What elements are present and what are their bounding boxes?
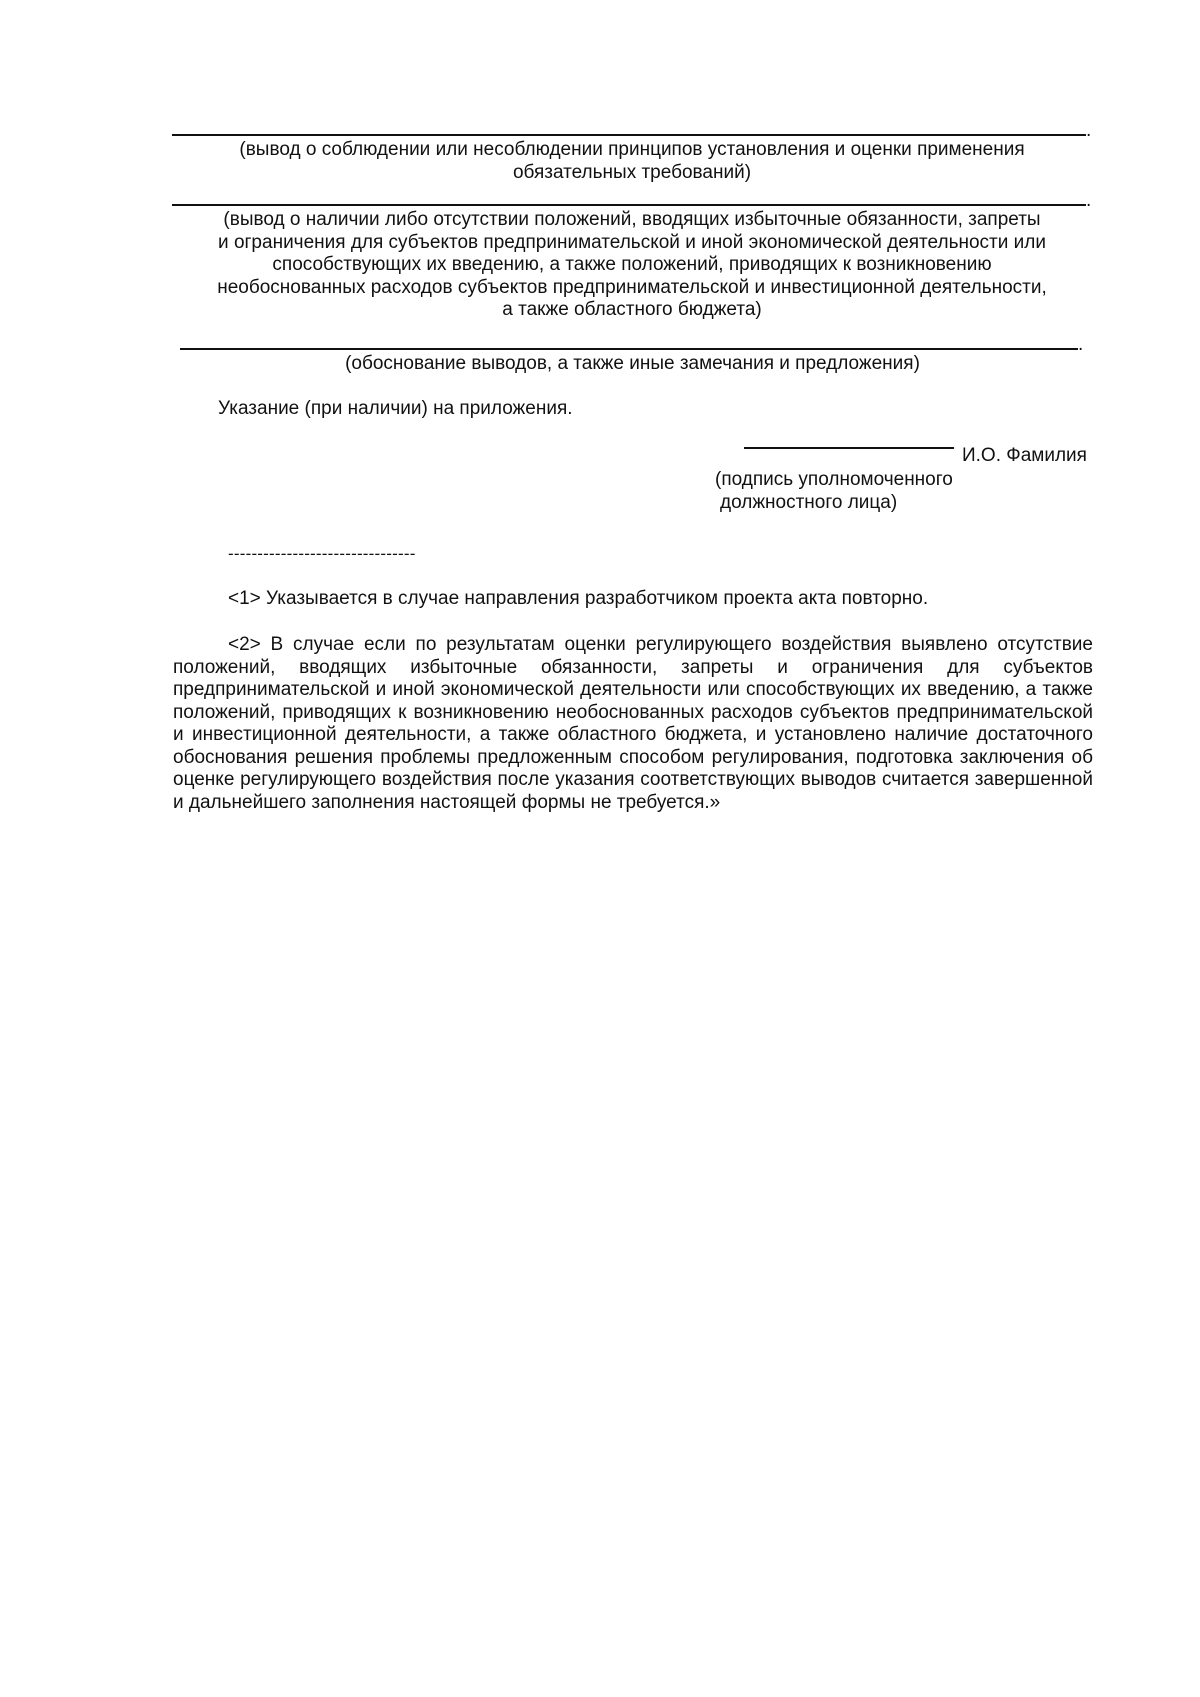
footnote-1: <1> Указывается в случае направления разработчиком проекта акта повторно. <box>228 588 929 609</box>
compliance-caption: (вывод о соблюдении или несоблюдении принципов установления и оценки применения обязательных требований) <box>239 139 1025 183</box>
signature-caption-line2: должностного лица) <box>720 492 898 513</box>
compliance-line-period: . <box>1086 120 1092 141</box>
footnote-separator: -------------------------------- <box>228 544 416 563</box>
burden-caption: (вывод о наличии либо отсутствии положений, вводящих избыточные обязанности, запреты и ограничения для субъектов предпринимательской и иной экономической деятельности или способствующих их введению, а также положений, приводящих к возникновению необоснованных расходов субъектов предпринимательской и инвестиционной деятельности, а также областного бюджета) <box>217 209 1047 320</box>
footnote-2: <2> В случае если по результатам оценки регулирующего воздействия выявлено отсутствие положений, вводящих избыточные обязанности, запреты и ограничения для субъектов предпринимательской и иной экономической деятельности или способствующих их введению, а также положений, приводящих к возникновению необоснованных расходов субъектов предпринимательской и инвестиционной деятельности, а также областного бюджета, и установлено наличие достаточного обоснования решения проблемы предложенным способом регулирования, подготовка заключения об оценке регулирующего воздействия после указания соответствующих выводов считается завершенной и дальнейшего заполнения настоящей формы не требуется.» <box>173 634 1093 813</box>
burden-line-period: . <box>1086 190 1092 211</box>
burden-fill-line <box>172 190 1092 211</box>
signatory-name: И.О. Фамилия <box>962 445 1087 466</box>
attachments-note: Указание (при наличии) на приложения. <box>218 398 573 419</box>
compliance-fill-line <box>172 120 1092 141</box>
justification-line-period: . <box>1078 334 1084 355</box>
signature-caption-line1: (подпись уполномоченного <box>715 469 953 490</box>
justification-underline <box>180 348 1078 350</box>
justification-caption: (обоснование выводов, а также иные замечания и предложения) <box>345 353 920 374</box>
signature-line <box>744 447 954 449</box>
burden-underline <box>172 204 1086 206</box>
compliance-underline <box>172 134 1086 136</box>
justification-fill-line <box>180 334 1085 355</box>
